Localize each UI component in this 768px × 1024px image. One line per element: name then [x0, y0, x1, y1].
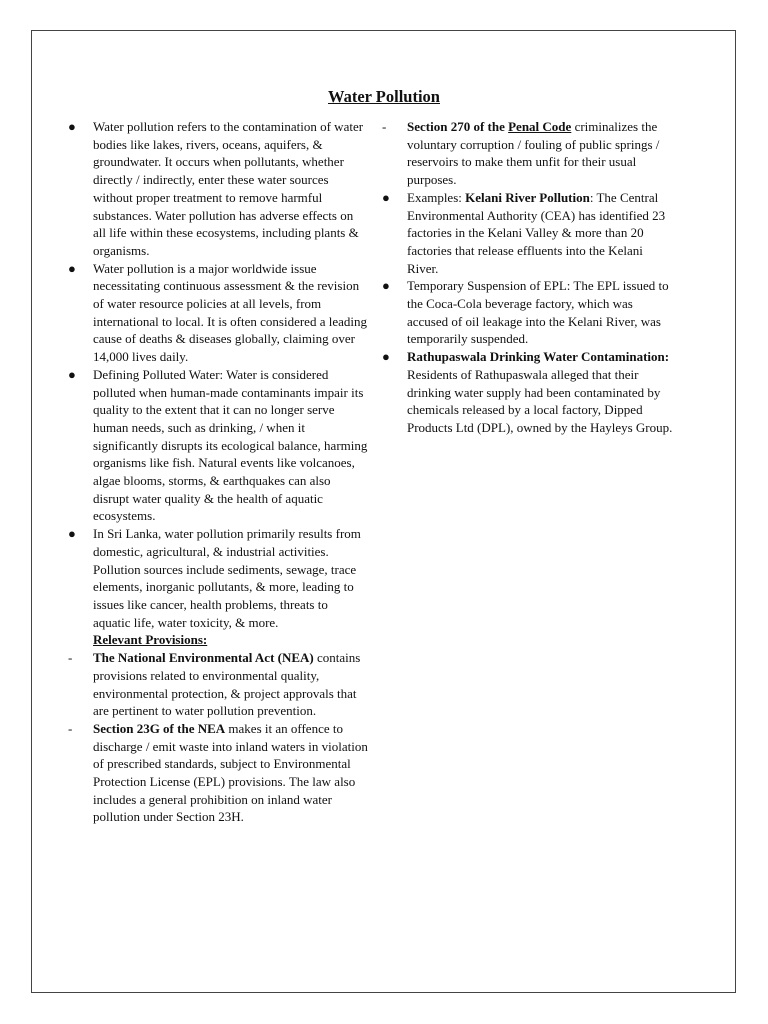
- dash-item: [382, 118, 674, 189]
- bullet-text: Defining Polluted Water: Water is considered polluted when human-made contaminants impair its quality to the extent that it can no longer serve human needs, such as drinking, / when it significantly disrupts its ecological balance, harming organisms like fish. Natural events like volcanoes, algae blooms, storms, & earthquakes can also disrupt water quality & the health of aquatic ecosystems.: [93, 366, 368, 524]
- dash-marker: -: [68, 720, 73, 736]
- dash-marker: -: [68, 650, 73, 666]
- bullet-icon: ●: [382, 278, 390, 294]
- bullet-text: : The Central Environmental Authority (CEA) has identified 23 factories in the Kelani Valley & more than 20 factories that release effluents into the Kelani River.: [407, 189, 666, 276]
- right-column: [382, 118, 674, 437]
- left-column: [68, 118, 368, 826]
- bullet-icon: ●: [68, 366, 76, 382]
- dash-marker: -: [382, 119, 387, 134]
- provisions-heading: Relevant Provisions:: [93, 632, 208, 648]
- dash-item-bold: Section 270 of the: [407, 119, 509, 134]
- bullet-item: [68, 525, 368, 631]
- bullet-item: [382, 189, 674, 278]
- bullet-icon: ●: [382, 189, 390, 205]
- bullet-bold: Rathupaswala Drinking Water Contamination:: [407, 349, 670, 365]
- bullet-item: [68, 366, 368, 525]
- dash-item-bold: Section 23G of the NEA: [93, 720, 226, 736]
- bullet-text: In Sri Lanka, water pollution primarily results from domestic, agricultural, & industrial activities. Pollution sources include sediments, sewage, trace elements, inorganic pollutants, & more, leading to issues like cancer, health problems, threats to aquatic life, water toxicity, & more.: [93, 526, 361, 630]
- bullet-icon: ●: [68, 526, 76, 542]
- bullet-text: Temporary Suspension of EPL: The EPL issued to the Coca-Cola beverage factory, which was accused of oil leakage into the Kelani River, was temporarily suspended.: [407, 278, 669, 347]
- dash-item-text: makes it an offence to discharge / emit waste into inland waters in violation of prescribed standards, subject to Environmental Protection License (EPL) provisions. The law also includes a general prohibition on inland water pollution under Section 23H.: [93, 720, 368, 825]
- bullet-text: Water pollution refers to the contamination of water bodies like lakes, rivers, oceans, aquifers, & groundwater. It occurs when pollutants, whether directly / indirectly, enter these water sources without proper treatment to remove harmful substances. Water pollution has adverse effects on all life within these ecosystems, including plants & organisms.: [93, 119, 364, 258]
- bullet-item: [68, 260, 368, 366]
- document-title: Water Pollution: [328, 87, 440, 106]
- dash-item-text: criminalizes the voluntary corruption / fouling of public springs / reservoirs to make them unfit for their usual purposes.: [407, 119, 660, 188]
- bullet-text: Water pollution is a major worldwide issue necessitating continuous assessment & the revision of water resource policies at all levels, from international to local. It is often considered a leading cause of deaths & diseases globally, claiming over 14,000 lives daily.: [93, 260, 367, 365]
- bullet-text: Residents of Rathupaswala alleged that their drinking water supply had been contaminated by chemicals released by a local factory, Dipped Products Ltd (DPL), owned by the Hayleys Group.: [407, 366, 673, 435]
- bullet-item: [382, 277, 674, 348]
- bullet-item: [382, 348, 674, 437]
- bullet-item: [68, 118, 368, 260]
- bullet-icon: ●: [68, 260, 76, 276]
- bullet-icon: ●: [382, 349, 390, 365]
- dash-item-bold: The National Environmental Act (NEA): [93, 650, 314, 666]
- penal-code-link: Penal Code: [508, 119, 572, 134]
- bullet-icon: ●: [68, 119, 76, 134]
- dash-item: [68, 649, 368, 720]
- bullet-bold: Kelani River Pollution: [465, 189, 590, 205]
- dash-item-text: contains provisions related to environmental quality, environmental protection, & project approvals that are pertinent to water pollution prevention.: [93, 650, 361, 719]
- bullet-prefix: Examples:: [407, 189, 466, 205]
- dash-item: [68, 720, 368, 826]
